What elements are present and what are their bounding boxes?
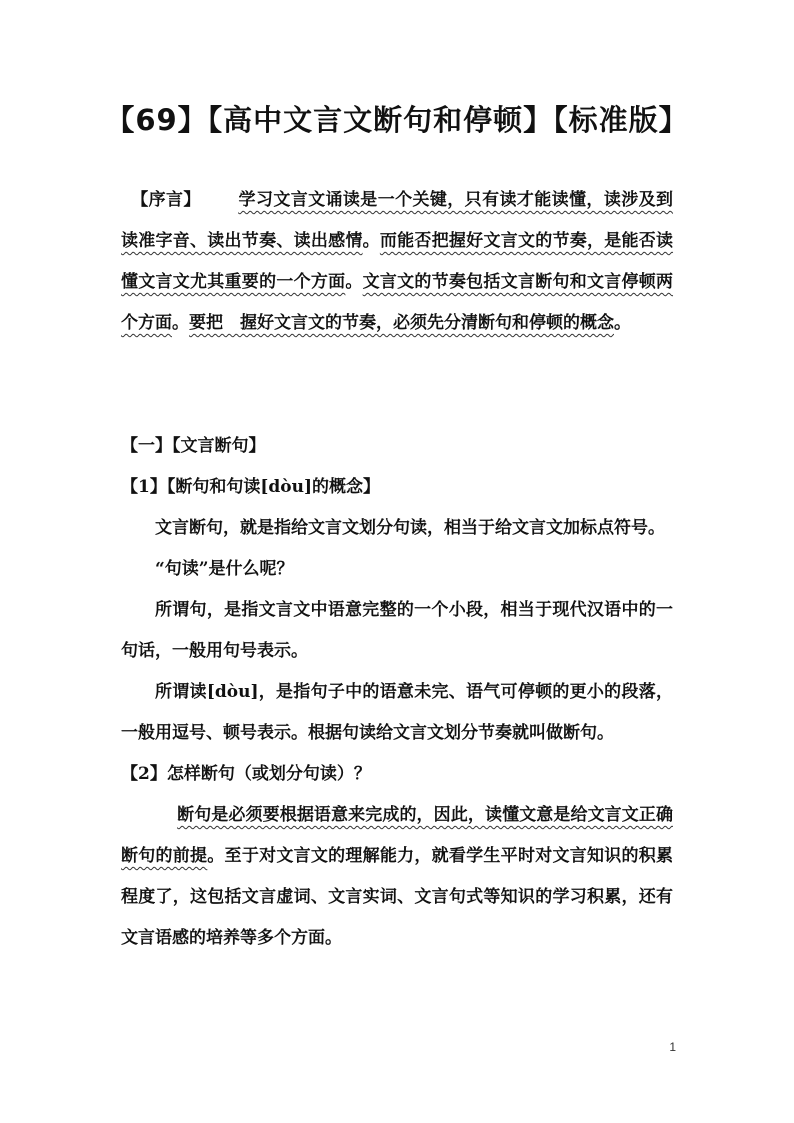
preface-punct-1: 。 [362,231,380,251]
page-number: 1 [669,1040,676,1054]
subsection-heading-2: 【2】怎样断句（或划分句读）？ [121,764,371,784]
section-spacer [121,344,673,426]
preface-sentence-3: 文言文的节奏包括文言断句和文言停顿两个方面 [121,272,674,333]
paragraph-5-rest: 。至于对文言文的理解能力，就看学生平时对文言知识的积累程度了，这包括文言虚词、文言实词、文言句式等知识的学习积累，还有文言语感的培养等多个方面。 [121,846,674,948]
preface-punct-4: 。 [614,313,631,333]
document-body [121,180,673,959]
preface-sentence-4: 要把 握好文言文的节奏，必须先分清断句和停顿的概念 [189,313,614,333]
preface-label: 【序言】 [131,190,201,210]
preface-gap [201,180,238,221]
preface-sentence-1: 学习文言文诵读是一个关键，只有读才能读懂，读涉及到读准字音、读出节奏、读出感情 [121,190,674,251]
page-title: 【69】【高中文言文断句和停顿】【标准版】 [105,103,689,137]
section-heading: 【一】【文言断句】 [121,436,266,456]
preface-sentence-2: 而能否把握好文言文的节奏，是能否读懂文言文尤其重要的一个方面 [121,231,674,292]
paragraph-1: 文言断句，就是指给文言文划分句读，相当于给文言文加标点符号。 [155,518,665,538]
subsection-heading-1: 【1】【断句和句读[dòu]的概念】 [121,477,381,497]
paragraph-2: “句读”是什么呢？ [155,559,294,579]
paragraph-3: 所谓句，是指文言文中语意完整的一个小段，相当于现代汉语中的一句话，一般用句号表示。 [121,600,673,661]
paragraph-5 [121,795,673,959]
preface-punct-3: 。 [172,313,189,333]
preface-punct-2: 。 [345,272,363,292]
paragraph-5-underlined: 断句是必须要根据语意来完成的，因此，读懂文意是给文言文正确断句的前提 [121,805,673,866]
paragraph-4: 所谓读[dòu]，是指句子中的语意未完、语气可停顿的更小的段落，一般用逗号、顿号表示。根据句读给文言文划分节奏就叫做断句。 [121,682,673,743]
preface-paragraph [121,180,673,344]
